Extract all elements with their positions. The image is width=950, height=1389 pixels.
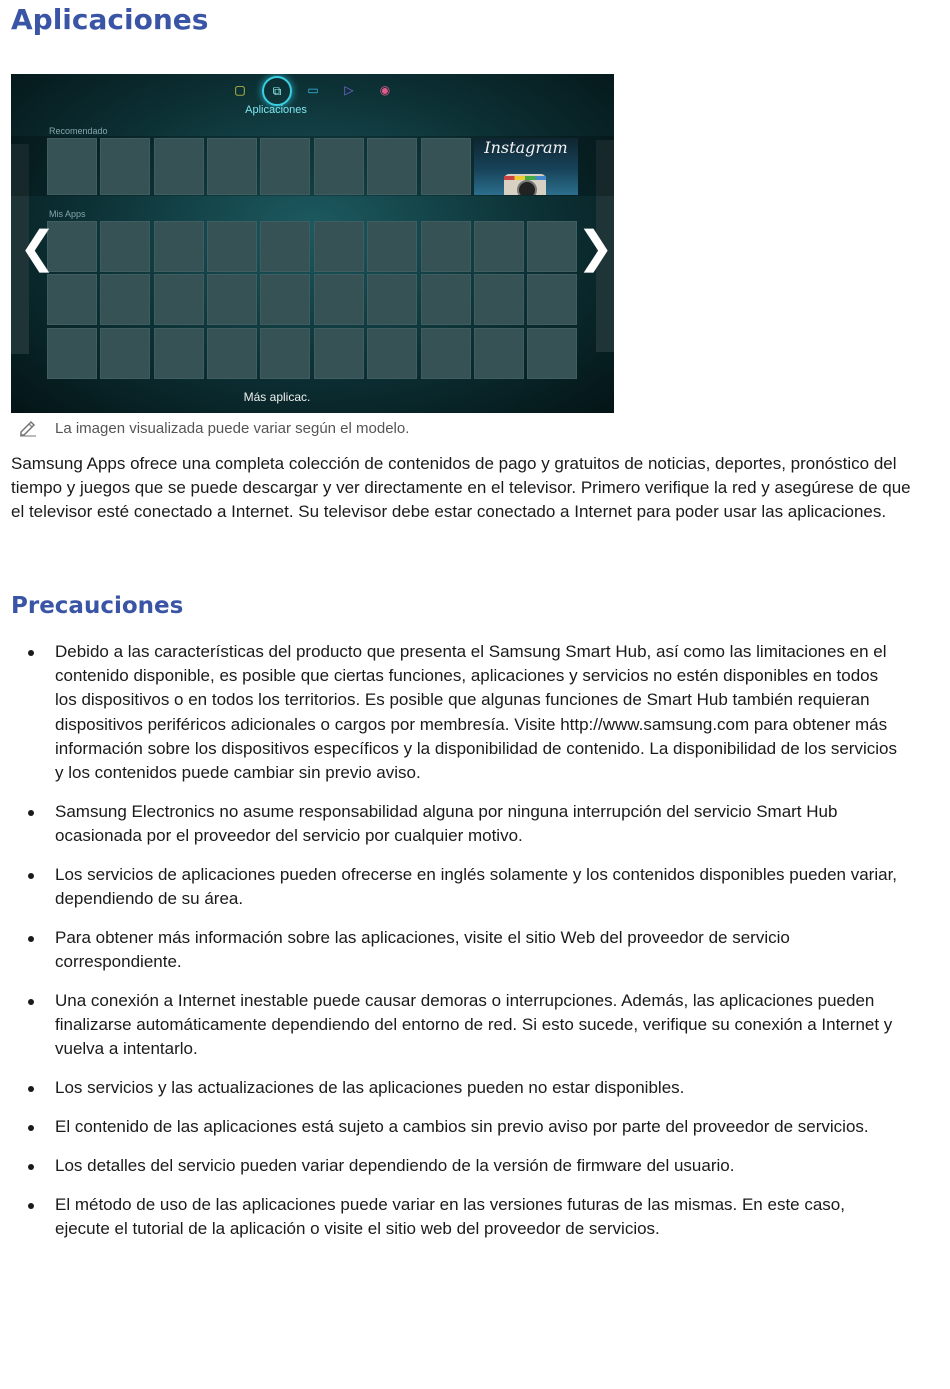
app-tile[interactable] [421,328,471,379]
bullet-dot [28,1125,34,1131]
app-tile[interactable] [207,274,257,325]
app-tile[interactable] [100,221,150,272]
page-title: Aplicaciones [11,3,209,36]
app-tile[interactable] [260,274,310,325]
bullet-dot [28,999,34,1005]
precaution-item: Los servicios de aplicaciones pueden ofrecerse en inglés solamente y los contenidos disponibles pueden variar, dependiendo de su área. [55,865,898,909]
pencil-icon [18,417,38,437]
app-tile[interactable] [474,274,524,325]
recommended-tile[interactable] [154,138,204,195]
app-tile[interactable] [527,274,577,325]
app-tile[interactable] [154,274,204,325]
app-tile[interactable] [314,274,364,325]
precaution-item: Los servicios y las actualizaciones de las aplicaciones pueden no estar disponibles. [55,1078,685,1097]
instagram-logo-text: Instagram [484,138,568,157]
tv-screenshot [11,74,614,413]
app-tile[interactable] [100,328,150,379]
play-icon: ▷ [344,83,354,97]
recommended-tile[interactable] [367,138,417,195]
precaution-item: Para obtener más información sobre las aplicaciones, visite el sitio Web del proveedor de servicio correspondiente. [55,928,790,972]
app-tile[interactable] [207,328,257,379]
camera-logo-icon [504,174,546,195]
bullet-dot [28,810,34,816]
tv-icon: ▭ [307,83,319,97]
chevron-right-icon[interactable]: ❯ [577,222,614,273]
precaution-item: Los detalles del servicio pueden variar dependiendo de la versión de firmware del usuario. [55,1156,735,1175]
my-apps-label: Mis Apps [49,209,86,219]
bullet-dot [28,936,34,942]
precaution-item: Una conexión a Internet inestable puede causar demoras o interrupciones. Además, las aplicaciones pueden finalizarse automáticamente dependiendo del entorno de red. Si esto sucede, verifique su conexión a Internet y vuelva a intentarlo. [55,991,893,1059]
app-tile[interactable] [474,221,524,272]
app-tile[interactable] [154,221,204,272]
image-caption: La imagen visualizada puede variar según el modelo. [55,420,410,437]
recommended-tile[interactable] [314,138,364,195]
app-tile[interactable] [260,328,310,379]
tv-top-bar [11,74,614,134]
precaution-item: El contenido de las aplicaciones está sujeto a cambios sin previo aviso por parte del proveedor de servicios. [55,1117,869,1136]
app-tile[interactable] [527,328,577,379]
app-tile[interactable] [260,221,310,272]
app-tile[interactable] [421,221,471,272]
recommended-tile[interactable] [100,138,150,195]
intro-paragraph: Samsung Apps ofrece una completa colección de contenidos de pago y gratuitos de noticias, deportes, pronóstico del tiempo y juegos que se puede descargar y ver directamente en el televisor. Primero verifique la red y asegúrese de que el televisor esté conectado a Internet. Su televisor debe estar conectado a Internet para poder usar las aplicaciones. [11,454,911,522]
apps-icon: ⧉ [262,76,292,106]
app-tile[interactable] [314,328,364,379]
app-tile[interactable] [527,221,577,272]
speech-bubble-icon: ▢ [234,83,246,97]
recommended-label: Recomendado [49,126,108,136]
app-tile[interactable] [474,328,524,379]
recommended-tile[interactable] [260,138,310,195]
bullet-dot [28,1086,34,1092]
recommended-tile[interactable] [421,138,471,195]
precaution-item: Samsung Electronics no asume responsabilidad alguna por ninguna interrupción del servicio Smart Hub ocasionada por el proveedor del servicio por cualquier motivo. [55,802,838,846]
app-tile[interactable] [47,328,97,379]
instagram-tile[interactable] [474,138,578,195]
app-tile[interactable] [314,221,364,272]
recommended-tile[interactable] [207,138,257,195]
chevron-left-icon[interactable]: ❮ [19,222,56,273]
tv-section-title: Aplicaciones [245,104,307,116]
bullet-dot [28,650,34,656]
camera-icon: ◉ [379,83,391,97]
app-tile[interactable] [154,328,204,379]
recommended-tile[interactable] [47,138,97,195]
more-apps-button[interactable]: Más aplicac. [243,390,311,404]
bullet-dot [28,1164,34,1170]
precaution-item: Debido a las características del producto que presenta el Samsung Smart Hub, así como las limitaciones en el contenido disponible, es posible que ciertas funciones, aplicaciones y servicios no estén disponibles en todos los dispositivos o en todos los territorios. Es posible que algunas funciones de Smart Hub también requieran dispositivos periféricos adicionales o cargos por membresía. Visite http://www.samsung.com para obtener más información sobre los dispositivos específicos y la disponibilidad de contenido. La disponibilidad de los servicios y los contenidos puede cambiar sin previo aviso. [55,642,897,783]
bullet-dot [28,873,34,879]
app-tile[interactable] [367,328,417,379]
app-tile[interactable] [421,274,471,325]
app-tile[interactable] [367,221,417,272]
app-tile[interactable] [100,274,150,325]
bullet-dot [28,1203,34,1209]
app-tile[interactable] [207,221,257,272]
precaution-item: El método de uso de las aplicaciones puede variar en las versiones futuras de las mismas. En este caso, ejecute el tutorial de la aplicación o visite el sitio web del proveedor de servicios. [55,1195,845,1239]
section-title: Precauciones [11,593,184,619]
app-tile[interactable] [47,274,97,325]
app-tile[interactable] [367,274,417,325]
